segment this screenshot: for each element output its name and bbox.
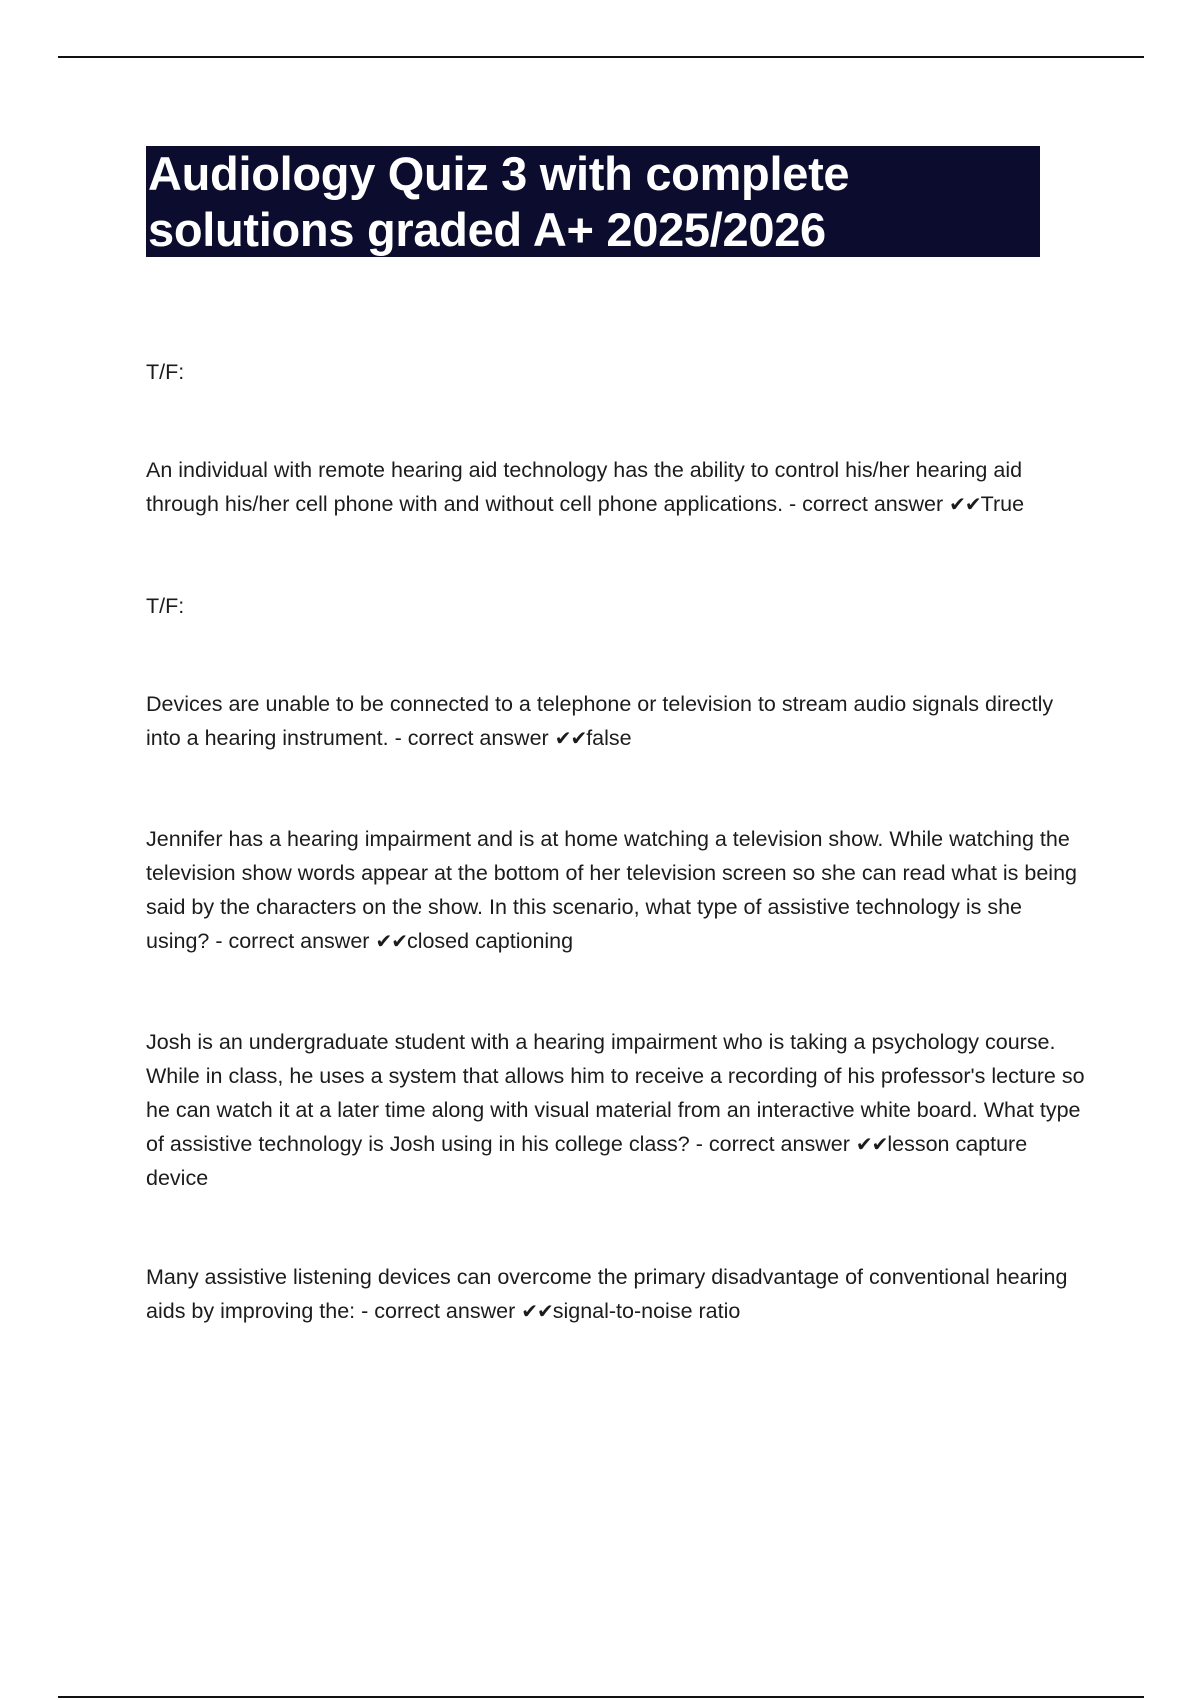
label-tf-1 — [146, 355, 1086, 389]
tf-label: T/F: — [146, 360, 185, 384]
question-text: Jennifer has a hearing impairment and is at home watching a television show. While watching the television show words appear at the bottom of her television screen so she can read what is being said by the characters on the show. In this scenario, what type of assistive technology is she using? - correct answer — [146, 827, 1077, 953]
bottom-rule — [58, 1696, 1144, 1698]
qa-item-2 — [146, 687, 1086, 755]
qa-paragraph — [146, 687, 1086, 755]
question-text: Josh is an undergraduate student with a hearing impairment who is taking a psychology course. While in class, he uses a system that allows him to receive a recording of his professor's lecture so he can watch it at a later time along with visual material from an interactive white board. What type of assistive technology is Josh using in his college class? - correct answer — [146, 1030, 1085, 1156]
qa-paragraph — [146, 1260, 1086, 1328]
qa-item-3 — [146, 822, 1086, 958]
double-check-icon: ✔✔ — [855, 1132, 888, 1156]
answer-text: lesson capture device — [146, 1132, 1028, 1190]
qa-paragraph — [146, 453, 1086, 521]
answer-text: false — [586, 726, 632, 750]
double-check-icon: ✔✔ — [375, 929, 407, 953]
question-text: An individual with remote hearing aid technology has the ability to control his/her hearing aid through his/her cell phone with and without cell phone applications. - correct answer — [146, 458, 1023, 516]
document-title: Audiology Quiz 3 with complete solutions graded A+ 2025/2026 — [148, 147, 850, 256]
qa-item-4 — [146, 1025, 1086, 1195]
answer-text: True — [980, 492, 1025, 516]
title-banner — [146, 146, 1040, 257]
answer-text: signal-to-noise ratio — [552, 1299, 741, 1323]
double-check-icon: ✔✔ — [949, 492, 981, 516]
qa-paragraph — [146, 822, 1086, 958]
tf-label: T/F: — [146, 594, 185, 618]
question-text: Devices are unable to be connected to a telephone or television to stream audio signals directly into a hearing instrument. - correct answer — [146, 692, 1054, 750]
question-text: Many assistive listening devices can overcome the primary disadvantage of conventional hearing aids by improving the: - correct answer — [146, 1265, 1068, 1323]
qa-paragraph — [146, 1025, 1086, 1195]
double-check-icon: ✔✔ — [554, 726, 587, 750]
qa-item-5 — [146, 1260, 1086, 1328]
qa-item-1 — [146, 453, 1086, 521]
top-rule — [58, 56, 1144, 58]
answer-text: closed captioning — [406, 929, 574, 953]
double-check-icon: ✔✔ — [521, 1299, 553, 1323]
label-tf-2 — [146, 589, 1086, 623]
